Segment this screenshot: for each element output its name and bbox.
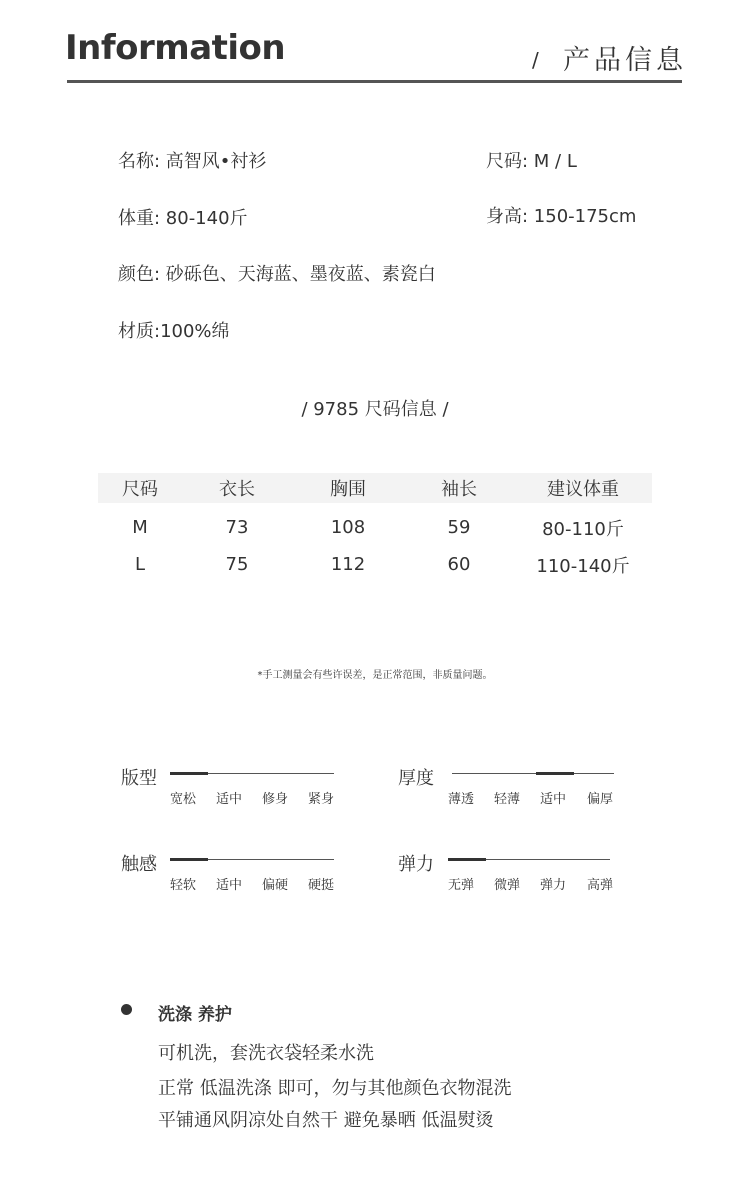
measurement-note: *手工测量会有些许误差，是正常范围，非质量问题。 bbox=[257, 670, 493, 681]
scale-label: 薄透 bbox=[448, 792, 475, 807]
table-cell: 59 bbox=[447, 517, 471, 538]
table-row bbox=[98, 546, 652, 583]
table-cell: 108 bbox=[330, 517, 366, 538]
attr-fit-indicator bbox=[170, 772, 208, 775]
header-divider bbox=[67, 80, 682, 83]
attr-touch-label: 触感 bbox=[121, 854, 157, 875]
page-title: Information bbox=[65, 28, 286, 68]
attr-touch-indicator bbox=[170, 858, 208, 861]
size-table bbox=[98, 473, 652, 583]
info-name: 名称: 高智风•衬衫 bbox=[118, 151, 267, 172]
bullet-icon bbox=[121, 1004, 132, 1015]
attr-elasticity-indicator bbox=[448, 858, 486, 861]
care-line: 正常 低温洗涤 即可，勿与其他颜色衣物混洗 bbox=[158, 1078, 512, 1099]
scale-label: 紧身 bbox=[308, 792, 335, 807]
table-cell: L bbox=[134, 554, 146, 575]
scale-label: 硬挺 bbox=[308, 878, 335, 893]
scale-label: 轻软 bbox=[170, 878, 197, 893]
col-header-chest: 胸围 bbox=[292, 473, 404, 503]
col-header-sleeve: 袖长 bbox=[404, 473, 514, 503]
info-material: 材质:100%绵 bbox=[118, 321, 230, 342]
table-cell: 73 bbox=[225, 517, 249, 538]
scale-label: 偏厚 bbox=[587, 792, 614, 807]
col-header-size: 尺码 bbox=[98, 473, 182, 503]
size-table-header bbox=[98, 473, 652, 503]
table-cell: 112 bbox=[330, 554, 366, 575]
table-row bbox=[98, 503, 652, 546]
scale-label: 偏硬 bbox=[262, 878, 289, 893]
info-size: 尺码: M / L bbox=[486, 151, 577, 172]
info-weight: 体重: 80-140斤 bbox=[118, 208, 248, 229]
attr-thickness-track bbox=[452, 773, 614, 774]
col-header-weight: 建议体重 bbox=[514, 473, 652, 503]
info-height: 身高: 150-175cm bbox=[486, 206, 637, 227]
scale-label: 弹力 bbox=[540, 878, 567, 893]
scale-label: 高弹 bbox=[587, 878, 614, 893]
scale-label: 适中 bbox=[216, 878, 243, 893]
care-line: 平铺通风阴凉处自然干 避免暴晒 低温熨烫 bbox=[158, 1110, 494, 1131]
attr-thickness-indicator bbox=[536, 772, 574, 775]
scale-label: 修身 bbox=[262, 792, 289, 807]
table-cell: 110-140斤 bbox=[536, 555, 630, 577]
scale-label: 无弹 bbox=[448, 878, 475, 893]
attr-elasticity-label: 弹力 bbox=[398, 854, 434, 875]
scale-label: 适中 bbox=[540, 792, 567, 807]
info-color: 颜色: 砂砾色、天海蓝、墨夜蓝、素瓷白 bbox=[118, 264, 436, 285]
care-title: 洗涤 养护 bbox=[158, 1005, 232, 1025]
table-cell: 75 bbox=[225, 554, 249, 575]
scale-label: 宽松 bbox=[170, 792, 197, 807]
attr-fit-label: 版型 bbox=[121, 768, 157, 789]
size-chart-heading: / 9785 尺码信息 / bbox=[301, 399, 449, 420]
page-title-cn: 产品信息 bbox=[563, 45, 687, 76]
col-header-length: 衣长 bbox=[182, 473, 292, 503]
care-line: 可机洗，套洗衣袋轻柔水洗 bbox=[158, 1043, 374, 1064]
table-cell: 80-110斤 bbox=[542, 518, 624, 540]
table-cell: M bbox=[132, 517, 148, 538]
attr-thickness-label: 厚度 bbox=[398, 768, 434, 789]
table-cell: 60 bbox=[447, 554, 471, 575]
scale-label: 微弹 bbox=[494, 878, 521, 893]
scale-label: 轻薄 bbox=[494, 792, 521, 807]
title-separator: / bbox=[532, 48, 539, 72]
scale-label: 适中 bbox=[216, 792, 243, 807]
